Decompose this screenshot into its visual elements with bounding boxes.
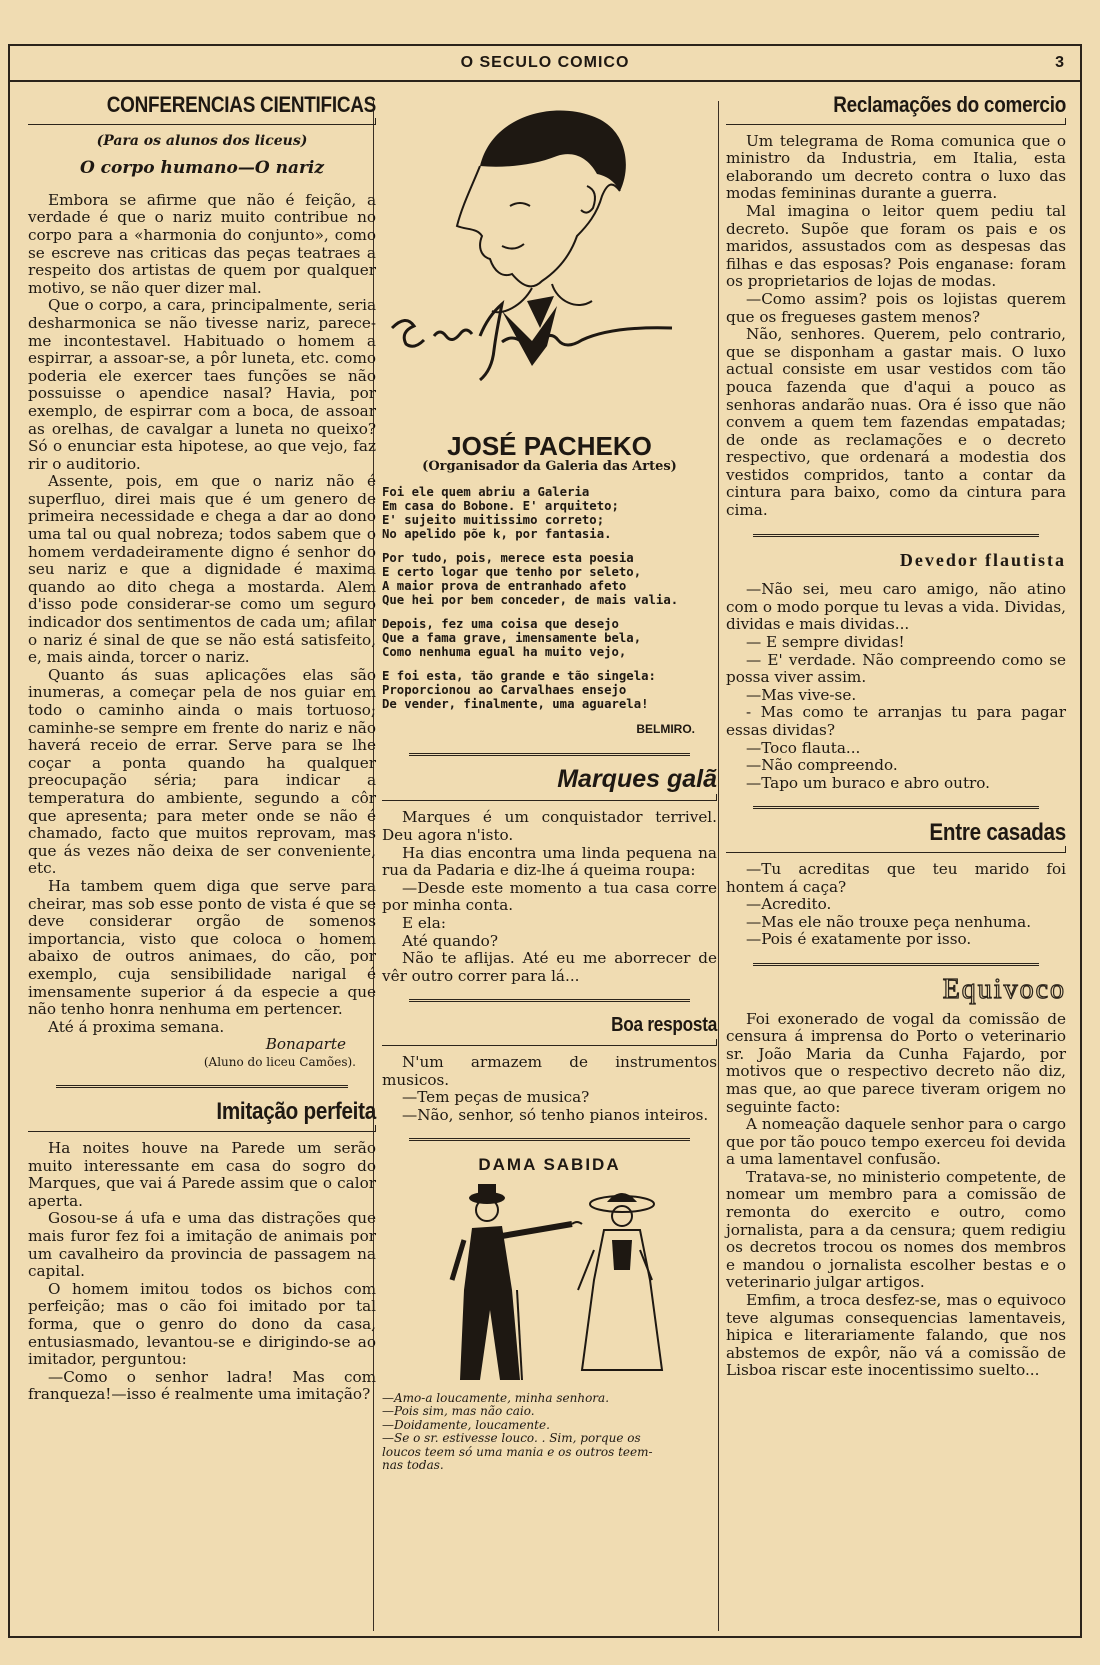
headline: Devedor flautista: [899, 549, 1066, 570]
portrait-subtitle: (Organisador da Galeria das Artes): [422, 458, 677, 474]
separator: [382, 995, 717, 1005]
headline-rule: [382, 1039, 717, 1046]
signature: Bonaparte: [265, 1035, 346, 1054]
paragraph: —Tu acreditas que teu marido foi hontem á caça?: [726, 859, 1066, 896]
poem-line: Depois, fez uma coisa que desejo: [382, 617, 619, 632]
poem-line: Em casa do Bobone. E' arquiteto;: [382, 499, 619, 514]
paragraph: Mal imagina o leitor quem pediu tal decreto. Supõe que foram os pais e os maridos, assustados com as despesas das filhas e das esposas? Pois enganase: foram os proprietarios de lojas de modas.: [726, 201, 1066, 291]
poem-line: No apelido põe k, por fantasia.: [382, 527, 612, 542]
poem: [382, 485, 717, 711]
paragraph: N'um armazem de instrumentos musicos.: [382, 1052, 717, 1089]
paragraph: —Acredito.: [746, 895, 832, 914]
paragraph: —Mas vive-se.: [746, 685, 857, 704]
headline: Marques galã: [557, 764, 717, 793]
signature-note: (Aluno do liceu Camões).: [203, 1054, 356, 1069]
headline-rule: [726, 846, 1066, 853]
paragraph: Emfim, a troca desfez-se, mas o equivoco teve algumas consequencias lamentaveis, hipica e literariamente falando, que nos abstemos de expôr, não vá a comissão de Lisboa riscar este inocentissimo suelto...: [726, 1291, 1066, 1380]
newspaper-page: [8, 44, 1082, 1638]
paragraph: Um telegrama de Roma comunica que o ministro da Industria, em Italia, esta elaborando um decreto contra o luxo das modas femininas durante a guerra.: [726, 131, 1066, 203]
cartoon-dama-sabida: [382, 1156, 717, 1473]
poem-stanza: [382, 669, 717, 711]
headline: Boa resposta: [611, 1014, 717, 1037]
cartoon-drawing: [382, 1180, 717, 1392]
article-reclamacoes: [726, 92, 1066, 520]
paragraph: Tratava-se, no ministerio competente, de nomear um membro para a comissão de remonta do exercito e outro, como jornalista, para a da censura; quem redigiu os decretos trocou os nomes dos membros e mandou o jornalista escolher bestas e o veterinario julgar artigos.: [726, 1167, 1066, 1292]
paragraph: Ha noites houve na Parede um serão muito interessante em casa do sogro do Marques, que vai á Parede assim que o calor aperta.: [28, 1139, 376, 1210]
headline-rule: [28, 118, 376, 125]
paragraph: —Pois é exatamente por isso.: [746, 930, 972, 949]
column-2: [382, 96, 717, 1473]
paragraph: Não, senhores. Querem, pelo contrario, que se disponham a gastar mais. O luxo actual consiste em usar vestidos com tão pouca fazenda que d'aqui a pouco as senhoras andarão nuas. Ora é isso que não convem a quem tem fazendas empatadas; de onde as reclamações e o decreto respectivo, que ordenará a modestia dos vestidos compridos, tanto a contar da cintura para baixo, como da cintura para cima.: [726, 325, 1066, 520]
headline-rule: [28, 1125, 376, 1132]
article-marques: [382, 764, 717, 986]
page-number: 3: [1055, 54, 1064, 71]
poem-line: E foi esta, tão grande e tão singela:: [382, 669, 656, 684]
article-subhead: O corpo humano—O nariz: [79, 158, 325, 179]
article-equivoco: [726, 973, 1066, 1380]
paragraph: Embora se afirme que não é feição, a verdade é que o nariz muito contribue no corpo para a «harmonia do conjunto», como se escreve nas criticas das peças teatraes a respeito dos artistas de quem por qualquer motivo, se não quer dizer mal.: [28, 190, 376, 297]
caption-line: —Se o sr. estivesse louco. . Sim, porque os: [382, 1431, 641, 1446]
article-conferencias: [28, 92, 376, 1071]
separator: [726, 802, 1066, 812]
column-3: [726, 92, 1066, 1380]
headline-rule: [382, 794, 717, 801]
paragraph: —Desde este momento a tua casa corre por minha conta.: [382, 878, 717, 915]
paragraph: —Toco flauta...: [746, 738, 861, 757]
paragraph: — E' verdade. Não compreendo como se possa viver assim.: [726, 650, 1066, 687]
caption-line: loucos teem só uma mania e os outros teem-: [382, 1444, 653, 1459]
paragraph: —Mas ele não trouxe peça nenhuma.: [746, 912, 1032, 931]
paragraph: E ela:: [402, 913, 446, 932]
poem-stanza: [382, 485, 717, 541]
paragraph: Foi exonerado de vogal da comissão de censura á imprensa do Porto o veterinario sr. João Maria da Cunha Fajardo, por motivos que o respectivo decreto não diz, mas que, ao que parece tiveram origem no seguinte facto:: [726, 1009, 1066, 1116]
article-subtitle: (Para os alunos dos liceus): [96, 132, 308, 149]
article-devedor: [726, 549, 1066, 793]
caption-line: —Doidamente, loucamente.: [382, 1417, 550, 1432]
headline: CONFERENCIAS CIENTIFICAS: [106, 92, 376, 117]
paragraph: Marques é um conquistador terrivel. Deu agora n'isto.: [382, 808, 717, 844]
paragraph: Que o corpo, a cara, principalmente, seria desharmonica se não tivesse nariz, parece-me incontestavel. Habituado o homem a espirrar, a assoar-se, a pôr luneta, etc. como poderia ele exercer taes funções se não possuisse o apendice nasal? Havia, por exemplo, de espirrar com a boca, de assoar as orelhas, de cavalgar a luneta no queixo? Só o enunciar esta hipotese, ao que vejo, faz rir o auditorio.: [28, 296, 376, 473]
separator: [726, 959, 1066, 969]
paragraph: Não te aflijas. Até eu me aborrecer de vêr outro correr para lá...: [382, 949, 717, 985]
paragraph: Ha tambem quem diga que serve para cheirar, mas sob esse ponto de vista é que se deve considerar orgão de somenos importancia, visto que coloca o homem abaixo de outros animaes, do cão, por exemplo, cuja sensibilidade narigal é imensamente superior á da especie a que não tenho honra nenhuma em pertencer.: [28, 876, 376, 1019]
poem-line: De vender, finalmente, uma aguarela!: [382, 697, 649, 712]
paragraph: —Não, senhor, só tenho pianos inteiros.: [402, 1105, 709, 1124]
paragraph: Quanto ás suas aplicações elas são inumeras, a começar pela de nos guiar em todo o caminho ainda o mais tortuoso; caminhe-se sempre em frente do nariz e não haverá receio de errar. Serve para se lhe coçar a ponta quando ha qualquer preocupação séria; para indicar a temperatura do ambiente, segundo a côr que apresenta; para meter onde se não é chamado, facto que muitos reprovam, mas que ás vezes não deixa de ser conveniente, etc.: [28, 665, 376, 878]
headline: Imitação perfeita: [216, 1098, 376, 1126]
paragraph: Assente, pois, em que o nariz não é superfluo, direi mais que é um genero de primeira necessidade e chega a dar ao dono uma tal ou qual nobreza; todos sabem que o homem verdadeiramente digno é senhor do seu nariz e que a dignidade é maxima quando ao dito chega a mostarda. Alem d'isso pode considerar-se como um seguro indicador dos sentimentos de cada um; afilar o nariz é sinal de que se não está satisfeito, e, mais ainda, torcer o nariz.: [28, 472, 376, 667]
paragraph: O homem imitou todos os bichos com perfeição; mas o cão foi imitado por tal forma, que o genro do dono da casa, entusiasmado, levantou-se e dirigindo-se ao imitador, perguntou:: [28, 1279, 376, 1369]
poem-line: Proporcionou ao Carvalhaes ensejo: [382, 683, 627, 698]
separator: [382, 1134, 717, 1144]
paragraph: —Tem peças de musica?: [402, 1088, 590, 1107]
paragraph: - Mas como te arranjas tu para pagar essas dividas?: [726, 703, 1066, 739]
separator: [382, 749, 717, 759]
paragraph: —Como o senhor ladra! Mas com franqueza!—isso é realmente uma imitação?: [28, 1367, 376, 1404]
paragraph: Até á proxima semana.: [48, 1017, 225, 1036]
paragraph: — E sempre dividas!: [746, 633, 905, 652]
poem-line: Que hei por bem conceder, de mais valia.: [382, 593, 679, 608]
caricature-drawing: [382, 96, 717, 434]
column-divider-right: [718, 101, 719, 1631]
caption-line: —Pois sim, mas não caio.: [382, 1404, 535, 1419]
paragraph: —Tapo um buraco e abro outro.: [746, 773, 991, 792]
poem-stanza: [382, 551, 717, 607]
paragraph: Ha dias encontra uma linda pequena na rua da Padaria e diz-lhe á queima roupa:: [382, 843, 717, 880]
poem-signature: BELMIRO.: [636, 722, 695, 737]
article-boa-resposta: [382, 1014, 717, 1124]
headline: Reclamações do comercio: [833, 92, 1066, 117]
caption-line: —Amo-a loucamente, minha senhora.: [382, 1390, 610, 1405]
masthead-title: O SECULO COMICO: [460, 54, 630, 71]
header-rule: [10, 80, 1080, 82]
headline: Equivoco: [942, 973, 1066, 1005]
poem-stanza: [382, 617, 717, 659]
separator: [28, 1081, 376, 1091]
article-casadas: [726, 819, 1066, 949]
poem-line: Que a fama grave, imensamente bela,: [382, 631, 642, 646]
article-imitacao: [28, 1098, 376, 1404]
portrait-name: JOSÉ PACHEKO: [447, 431, 652, 461]
paragraph: —Como assim? pois os lojistas querem que os fregueses gastem menos?: [726, 289, 1066, 326]
poem-line: Por tudo, pois, merece esta poesia: [382, 551, 634, 566]
paragraph: A nomeação daquele senhor para o cargo que por tão pouco tempo exerceu foi devida a uma lamentavel confusão.: [726, 1115, 1066, 1169]
poem-line: Foi ele quem abriu a Galeria: [382, 485, 590, 500]
headline-rule: [726, 118, 1066, 125]
paragraph: Até quando?: [402, 931, 498, 950]
poem-line: E' sujeito muitissimo correto;: [382, 513, 605, 528]
cartoon-title: DAMA SABIDA: [478, 1155, 621, 1175]
caption-line: nas todas.: [382, 1458, 444, 1473]
poem-line: Como nenhuma egual ha muito vejo,: [382, 645, 627, 660]
cartoon-illustration: [382, 1180, 717, 1392]
cartoon-caption: [382, 1392, 717, 1473]
separator: [726, 530, 1066, 540]
portrait-caricature: [382, 96, 717, 434]
headline: Entre casadas: [929, 819, 1066, 847]
paragraph: —Não compreendo.: [746, 756, 898, 775]
paragraph: Gosou-se á ufa e uma das distrações que mais furor fez foi a imitação de animais por um cavalheiro da provincia de passagem na capital.: [28, 1209, 376, 1281]
poem-line: A maior prova de entranhado afeto: [382, 579, 627, 594]
column-1: [28, 92, 376, 1404]
paragraph: —Não sei, meu caro amigo, não atino com o modo porque tu levas a vida. Dividas, dividas e mais dividas...: [726, 580, 1066, 634]
poem-line: E certo logar que tenho por seleto,: [382, 565, 642, 580]
